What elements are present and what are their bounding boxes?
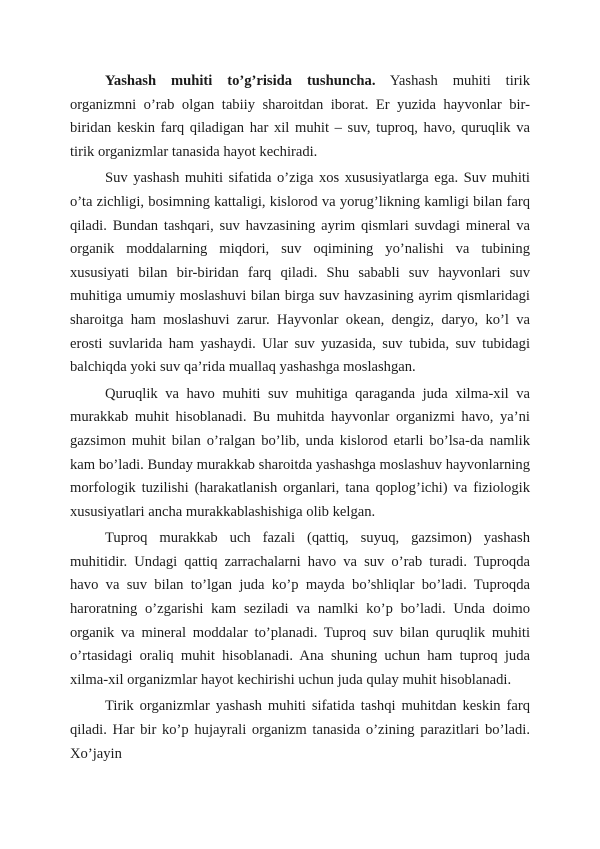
paragraph-text: Suv yashash muhiti sifatida o’ziga xos xususiyatlarga ega. Suv muhiti o’ta zichligi, bosimning kattaligi, kislorod va yorug’likning kamligi bilan farq qiladi. Bundan tashqari, suv havzasining ayrim qismlari suvdagi mineral va organik moddalarning miqdori, suv oqimining yo’nalishi va tubining xususiyati bilan bir-biridan farq qiladi. Shu sababli suv hayvonlari suv muhitiga umumiy moslashuvi bilan birga suv havzasining ayrim qismlaridagi sharoitga ham moslashuvi zarur. Hayvonlar okean, dengiz, daryo, ko’l va erosti suvlarida ham yashaydi. Ular suv yuzasida, suv tubida, suv tubidagi balchiqda yoki suv qa’rida muallaq yashashga moslashgan. (70, 170, 530, 376)
paragraph-text: Quruqlik va havo muhiti suv muhitiga qaraganda juda xilma-xil va murakkab muhit hisoblanadi. Bu muhitda hayvonlar organizmi havo, ya’ni gazsimon muhit bilan o’ralgan bo’lib, unda kislorod etarli bo’lsa-da namlik kam bo’ladi. Bunday murakkab sharoitda yashashga moslashuv hayvonlarning morfologik tuzilishi (harakatlanish organlari, tana qoplog’ichi) va fiziologik xususiyatlari ancha murakkablashishiga olib kelgan. (70, 385, 530, 520)
section-heading: Yashash muhiti to’g’risida tushuncha. (105, 73, 376, 89)
paragraph-text: Tirik organizmlar yashash muhiti sifatida tashqi muhitdan keskin farq qiladi. Har bir ko’p hujayrali organizm tanasida o’zining parazitlari bo’ladi. Xo’jayin (70, 698, 530, 762)
paragraph-text: Tuproq murakkab uch fazali (qattiq, suyuq, gazsimon) yashash muhitidir. Undagi qattiq zarrachalarni havo va suv o’rab turadi. Tuproqda havo va suv bilan to’lgan juda ko’p mayda bo’shliqlar bo’ladi. Tuproqda haroratning o’zgarishi kam seziladi va namlki ko’p bo’ladi. Unda doimo organik va mineral moddalar to’planadi. Tuproq suv bilan quruqlik muhiti o’rtasidagi oraliq muhit hisoblanadi. Ana shuning uchun ham tuproq juda xilma-xil organizmlar hayot kechirishi uchun juda qulay muhit hisoblanadi. (70, 530, 530, 688)
paragraph-habitat-concept (70, 70, 530, 164)
paragraph-water-habitat (70, 167, 530, 379)
document-body (70, 70, 530, 766)
paragraph-soil-habitat (70, 527, 530, 692)
paragraph-land-air-habitat (70, 383, 530, 525)
paragraph-living-organisms-habitat (70, 695, 530, 766)
paragraph-text: Yashash muhiti tirik organizmni o’rab olgan tabiiy sharoitdan iborat. Er yuzida hayvonlar bir-biridan keskin farq qiladigan har xil muhit – suv, tuproq, havo, quruqlik va tirik organizmlar tanasida hayot kechiradi. (70, 73, 530, 160)
